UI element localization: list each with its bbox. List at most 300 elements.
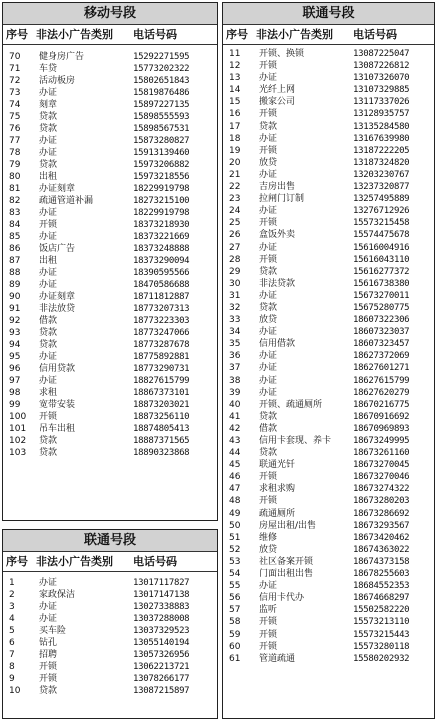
table-row (223, 350, 434, 362)
row-category: 开锁 (259, 641, 278, 652)
row-category: 健身房广告 (39, 52, 85, 62)
table-row (3, 411, 217, 423)
row-index: 3 (9, 602, 15, 612)
row-phone: 15616738380 (353, 278, 410, 289)
row-phone: 15573213110 (353, 617, 410, 628)
row-phone: 18773247066 (133, 328, 190, 338)
row-index: 17 (229, 121, 241, 132)
row-category: 办证刻章 (39, 184, 76, 194)
row-index: 103 (9, 448, 27, 458)
row-phone: 18773290731 (133, 364, 190, 374)
row-index: 1 (9, 578, 15, 588)
table-row (223, 96, 434, 108)
row-category: 疏通管道补漏 (39, 196, 94, 206)
row-index: 26 (229, 230, 241, 241)
header-phone: 电话号码 (133, 555, 177, 568)
row-category: 开锁 (39, 674, 58, 684)
row-phone: 13027338883 (133, 602, 190, 612)
row-index: 49 (229, 508, 241, 519)
row-index: 80 (9, 172, 21, 182)
table-row (223, 399, 434, 411)
row-phone: 13055140194 (133, 638, 190, 648)
row-phone: 18607322306 (353, 315, 410, 326)
row-index: 29 (229, 266, 241, 277)
row-phone: 13017147138 (133, 590, 190, 600)
row-index: 87 (9, 256, 21, 266)
row-index: 20 (229, 157, 241, 168)
unicom-section-continued (2, 529, 218, 719)
row-phone: 18775892881 (133, 352, 190, 362)
table-row (3, 255, 217, 267)
table-row (3, 625, 217, 637)
row-phone: 13078266177 (133, 674, 190, 684)
row-phone: 18673420462 (353, 532, 410, 543)
row-index: 33 (229, 315, 241, 326)
row-index: 77 (9, 136, 21, 146)
row-index: 50 (229, 520, 241, 531)
row-category: 门面出租出售 (259, 569, 314, 580)
row-phone: 13167639980 (353, 133, 410, 144)
row-index: 59 (229, 629, 241, 640)
table-row (3, 649, 217, 661)
row-index: 98 (9, 388, 21, 398)
row-index: 6 (9, 638, 15, 648)
row-category: 信用卡套现、养卡 (259, 436, 332, 446)
row-index: 91 (9, 304, 21, 314)
row-index: 34 (229, 327, 241, 338)
row-phone: 18827615799 (133, 376, 190, 386)
row-phone: 18373290094 (133, 256, 190, 266)
row-index: 102 (9, 436, 27, 446)
row-index: 45 (229, 460, 241, 471)
row-phone: 18273215100 (133, 196, 190, 206)
row-phone: 15973206882 (133, 160, 190, 170)
row-category: 非法贷款 (259, 278, 296, 289)
table-row (223, 544, 434, 556)
row-category: 联通光钎 (259, 460, 296, 471)
row-phone: 15819876486 (133, 88, 190, 98)
row-category: 开锁 (259, 472, 278, 483)
row-category: 吊车出租 (39, 424, 76, 434)
table-row (223, 435, 434, 447)
row-phone: 18607323037 (353, 327, 410, 338)
row-phone: 13135284580 (353, 121, 410, 132)
row-index: 94 (9, 340, 21, 350)
row-category: 信用贷款 (39, 364, 76, 374)
row-index: 19 (229, 145, 241, 156)
table-row (223, 121, 434, 133)
row-index: 57 (229, 605, 241, 616)
table-row (3, 447, 217, 459)
table-body (3, 45, 217, 459)
row-category: 放贷 (259, 544, 278, 555)
row-phone: 18773207313 (133, 304, 190, 314)
row-phone: 13087225047 (353, 49, 410, 59)
header-phone: 电话号码 (133, 28, 177, 41)
table-row (3, 183, 217, 195)
row-index: 55 (229, 581, 241, 592)
row-category: 买车险 (39, 626, 67, 636)
row-phone: 18674363022 (353, 544, 410, 555)
row-index: 61 (229, 653, 241, 664)
row-category: 贷款 (39, 124, 58, 134)
row-category: 贷款 (39, 686, 58, 696)
row-index: 12 (229, 61, 241, 72)
row-phone: 15292271595 (133, 52, 190, 62)
row-phone: 18673249995 (353, 436, 410, 446)
header-phone: 电话号码 (353, 28, 397, 41)
row-category: 办证 (39, 268, 58, 278)
row-phone: 15573280118 (353, 641, 410, 652)
row-category: 吉房出售 (259, 182, 296, 193)
table-row (223, 133, 434, 145)
table-body (223, 45, 434, 665)
row-category: 光纤上网 (259, 85, 296, 96)
row-phone: 18673270045 (353, 460, 410, 471)
row-phone: 18673274322 (353, 484, 410, 495)
row-category: 开锁 (259, 254, 278, 265)
row-index: 86 (9, 244, 21, 254)
table-row (223, 266, 434, 278)
row-phone: 18229919798 (133, 208, 190, 218)
row-index: 31 (229, 290, 241, 301)
row-category: 办证 (39, 232, 58, 242)
header-category: 非法小广告类别 (256, 28, 333, 41)
row-category: 开锁 (39, 412, 58, 422)
row-phone: 15973218556 (133, 172, 190, 182)
row-category: 开锁、疏通厕所 (259, 399, 323, 410)
row-index: 56 (229, 593, 241, 604)
row-category: 放贷 (259, 157, 278, 168)
row-index: 70 (9, 52, 21, 62)
table-row (3, 159, 217, 171)
table-row (3, 267, 217, 279)
row-index: 32 (229, 302, 241, 313)
row-index: 38 (229, 375, 241, 386)
row-phone: 18627620279 (353, 387, 410, 398)
row-category: 办证 (39, 578, 58, 588)
row-phone: 18678255603 (353, 569, 410, 580)
table-row (3, 51, 217, 63)
row-category: 借款 (259, 423, 278, 434)
row-phone: 15873280827 (133, 136, 190, 146)
row-category: 饭店广告 (39, 244, 76, 254)
row-category: 办证 (39, 148, 58, 158)
table-row (3, 375, 217, 387)
row-phone: 15673270011 (353, 290, 410, 301)
row-phone: 15898567531 (133, 124, 190, 134)
row-category: 办证 (259, 351, 278, 362)
table-row (223, 447, 434, 459)
row-category: 家政保洁 (39, 590, 76, 600)
row-phone: 18867373101 (133, 388, 190, 398)
row-index: 28 (229, 254, 241, 265)
row-index: 36 (229, 351, 241, 362)
table-row (3, 435, 217, 447)
table-row (3, 577, 217, 589)
row-phone: 13237320877 (353, 182, 410, 193)
row-phone: 15616043110 (353, 254, 410, 265)
row-phone: 18873256110 (133, 412, 190, 422)
row-index: 47 (229, 484, 241, 495)
row-category: 贷款 (259, 411, 278, 422)
row-phone: 18674373158 (353, 556, 410, 567)
table-row (223, 459, 434, 471)
table-row (223, 326, 434, 338)
row-index: 35 (229, 339, 241, 350)
row-category: 开锁 (259, 145, 278, 156)
row-category: 办证 (259, 363, 278, 374)
row-phone: 18711812887 (133, 292, 190, 302)
header-index: 序号 (6, 555, 28, 568)
row-phone: 15580202932 (353, 653, 410, 664)
section-title: 联通号段 (3, 530, 217, 552)
row-index: 53 (229, 556, 241, 567)
row-category: 维修 (259, 532, 278, 543)
row-index: 23 (229, 194, 241, 205)
table-row (223, 604, 434, 616)
row-index: 83 (9, 208, 21, 218)
row-index: 44 (229, 448, 241, 459)
row-index: 14 (229, 85, 241, 96)
row-phone: 13203230767 (353, 169, 410, 180)
row-index: 41 (229, 411, 241, 422)
table-row (3, 327, 217, 339)
row-index: 43 (229, 436, 241, 446)
table-row (3, 387, 217, 399)
row-category: 开锁 (259, 496, 278, 507)
row-phone: 13107326070 (353, 73, 410, 84)
section-title: 联通号段 (223, 3, 434, 25)
row-category: 开锁 (39, 662, 58, 672)
table-row (223, 48, 434, 60)
row-phone: 13037288008 (133, 614, 190, 624)
row-category: 房屋出租/出售 (259, 520, 317, 531)
row-phone: 15773202322 (133, 64, 190, 74)
table-row (223, 145, 434, 157)
table-row (223, 302, 434, 314)
row-index: 46 (229, 472, 241, 483)
row-index: 92 (9, 316, 21, 326)
table-row (3, 661, 217, 673)
table-row (223, 181, 434, 193)
row-index: 51 (229, 532, 241, 543)
table-row (3, 423, 217, 435)
row-index: 18 (229, 133, 241, 144)
row-category: 非法放贷 (39, 304, 76, 314)
row-category: 办证 (259, 242, 278, 253)
row-category: 办证 (39, 376, 58, 386)
row-phone: 18673261160 (353, 448, 410, 459)
row-phone: 18670216775 (353, 399, 410, 410)
row-category: 开锁 (259, 218, 278, 229)
row-category: 信用借款 (259, 339, 296, 350)
row-index: 85 (9, 232, 21, 242)
row-category: 贷款 (39, 448, 58, 458)
row-index: 11 (229, 49, 241, 59)
row-index: 48 (229, 496, 241, 507)
row-category: 办证 (259, 387, 278, 398)
row-phone: 18673286692 (353, 508, 410, 519)
row-phone: 18673280203 (353, 496, 410, 507)
table-row (223, 84, 434, 96)
row-category: 活动板房 (39, 76, 76, 86)
row-index: 7 (9, 650, 15, 660)
row-phone: 13187324820 (353, 157, 410, 168)
row-index: 16 (229, 109, 241, 120)
row-phone: 13057326956 (133, 650, 190, 660)
table-row (3, 135, 217, 147)
table-row (223, 157, 434, 169)
row-category: 办证 (259, 581, 278, 592)
row-category: 办证 (39, 352, 58, 362)
row-phone: 13087215897 (133, 686, 190, 696)
row-index: 4 (9, 614, 15, 624)
row-category: 办证 (259, 169, 278, 180)
row-phone: 15897227135 (133, 100, 190, 110)
row-category: 疏通厕所 (259, 508, 296, 519)
row-index: 5 (9, 626, 15, 636)
row-category: 管道疏通 (259, 653, 296, 664)
row-phone: 13257495889 (353, 194, 410, 205)
row-index: 100 (9, 412, 27, 422)
row-index: 84 (9, 220, 21, 230)
row-index: 95 (9, 352, 21, 362)
row-phone: 15573215458 (353, 218, 410, 229)
table-row (223, 532, 434, 544)
row-category: 开锁 (259, 629, 278, 640)
table-row (3, 637, 217, 649)
table-row (3, 123, 217, 135)
table-body (3, 572, 217, 697)
row-category: 办证 (259, 290, 278, 301)
row-phone: 15502582220 (353, 605, 410, 616)
row-category: 宽带安装 (39, 400, 76, 410)
table-row (3, 291, 217, 303)
row-phone: 18874805413 (133, 424, 190, 434)
table-row (223, 387, 434, 399)
table-row (223, 641, 434, 653)
table-header (3, 25, 217, 45)
row-phone: 18373248888 (133, 244, 190, 254)
table-row (3, 171, 217, 183)
table-row (223, 423, 434, 435)
row-phone: 13276712926 (353, 206, 410, 217)
row-phone: 18670969893 (353, 423, 410, 434)
table-row (3, 351, 217, 363)
row-category: 贷款 (39, 436, 58, 446)
table-row (3, 589, 217, 601)
row-index: 30 (229, 278, 241, 289)
row-phone: 15675280775 (353, 302, 410, 313)
row-phone: 13062213721 (133, 662, 190, 672)
table-row (223, 193, 434, 205)
row-index: 99 (9, 400, 21, 410)
row-index: 8 (9, 662, 15, 672)
table-row (223, 72, 434, 84)
row-category: 贷款 (259, 448, 278, 459)
row-category: 搬家公司 (259, 97, 296, 108)
table-row (223, 108, 434, 120)
row-index: 37 (229, 363, 241, 374)
table-row (223, 242, 434, 254)
row-category: 拉闸门订制 (259, 194, 305, 205)
row-index: 97 (9, 376, 21, 386)
table-row (3, 303, 217, 315)
row-category: 贷款 (39, 328, 58, 338)
row-phone: 18627615799 (353, 375, 410, 386)
row-index: 96 (9, 364, 21, 374)
row-index: 73 (9, 88, 21, 98)
row-phone: 15913139460 (133, 148, 190, 158)
row-phone: 18773287678 (133, 340, 190, 350)
row-phone: 13117337026 (353, 97, 410, 108)
table-row (223, 411, 434, 423)
table-row (223, 580, 434, 592)
table-row (3, 87, 217, 99)
row-phone: 18627601271 (353, 363, 410, 374)
table-row (223, 254, 434, 266)
row-phone: 18627372069 (353, 351, 410, 362)
table-row (3, 363, 217, 375)
row-category: 求租求购 (259, 484, 296, 495)
row-index: 39 (229, 387, 241, 398)
row-index: 76 (9, 124, 21, 134)
row-category: 求租 (39, 388, 58, 398)
row-category: 开锁、换锁 (259, 49, 305, 59)
row-phone: 15802651843 (133, 76, 190, 86)
row-phone: 15574475678 (353, 230, 410, 241)
header-index: 序号 (6, 28, 28, 41)
row-phone: 18673293567 (353, 520, 410, 531)
row-category: 监听 (259, 605, 278, 616)
table-row (3, 219, 217, 231)
row-index: 22 (229, 182, 241, 193)
row-category: 办证 (39, 208, 58, 218)
table-row (223, 362, 434, 374)
row-phone: 18887371565 (133, 436, 190, 446)
row-category: 贷款 (259, 121, 278, 132)
row-index: 78 (9, 148, 21, 158)
section-title: 移动号段 (3, 3, 217, 25)
row-index: 24 (229, 206, 241, 217)
table-row (3, 207, 217, 219)
row-index: 101 (9, 424, 27, 434)
table-row (223, 616, 434, 628)
table-row (223, 290, 434, 302)
row-phone: 18373218930 (133, 220, 190, 230)
row-index: 82 (9, 196, 21, 206)
row-category: 贷款 (39, 112, 58, 122)
row-phone: 13037329523 (133, 626, 190, 636)
row-phone: 13087226812 (353, 61, 410, 72)
row-category: 信用卡代办 (259, 593, 305, 604)
row-index: 75 (9, 112, 21, 122)
row-index: 74 (9, 100, 21, 110)
row-category: 招聘 (39, 650, 58, 660)
table-row (3, 673, 217, 685)
row-category: 开锁 (259, 109, 278, 120)
row-category: 办证 (259, 73, 278, 84)
row-index: 81 (9, 184, 21, 194)
row-index: 27 (229, 242, 241, 253)
row-category: 借款 (39, 316, 58, 326)
table-row (223, 495, 434, 507)
row-phone: 18390595566 (133, 268, 190, 278)
row-category: 刻章 (39, 100, 58, 110)
row-index: 40 (229, 399, 241, 410)
table-row (223, 314, 434, 326)
